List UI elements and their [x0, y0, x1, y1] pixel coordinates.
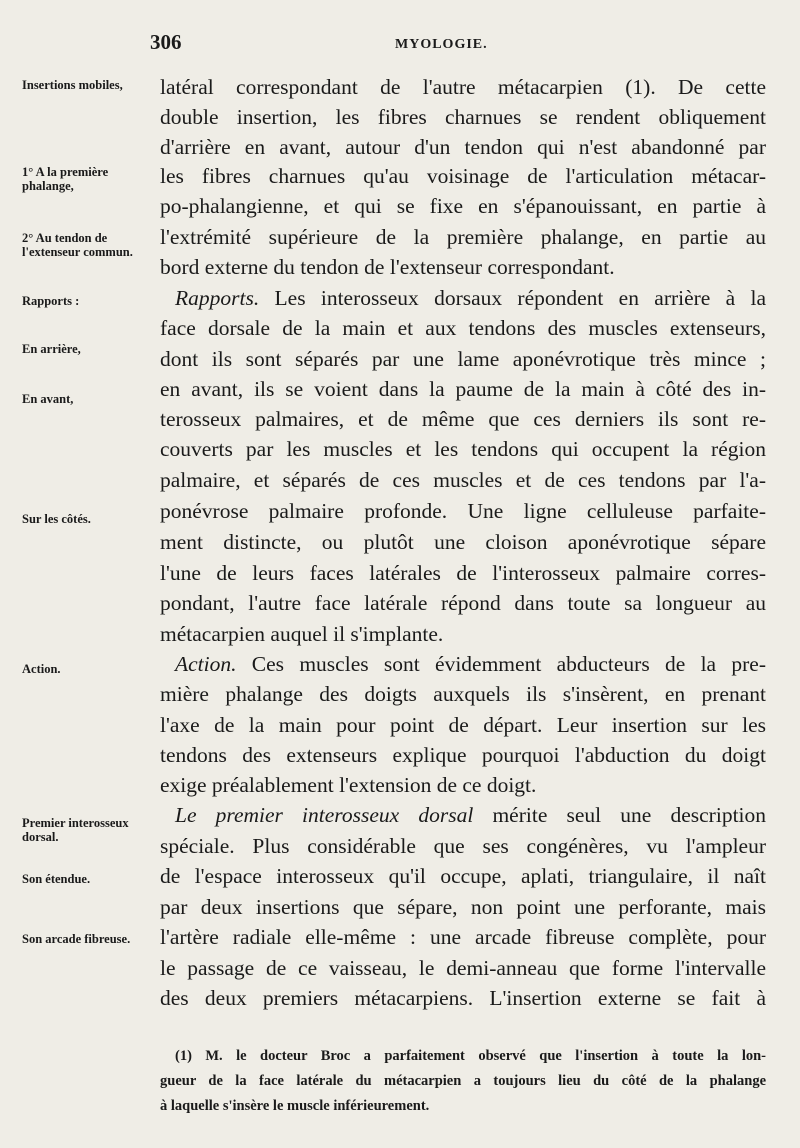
text-line: face dorsale de la main et aux tendons des muscles extenseurs,	[160, 316, 766, 340]
margin-note: Action.	[22, 662, 61, 676]
paragraph-rapports: Rapports. Les interosseux dorsaux répondent en arrière à la	[175, 286, 766, 310]
paragraph-action: Action. Ces muscles sont évidemment abducteurs de la pre-	[175, 652, 766, 676]
text-line: l'axe de la main pour point de départ. Leur insertion sur les	[160, 713, 766, 737]
margin-note: Insertions mobiles,	[22, 78, 123, 92]
text-line: ment distincte, ou plutôt une cloison aponévrotique sépare	[160, 530, 766, 554]
running-head: MYOLOGIE.	[395, 37, 488, 52]
margin-note: Rapports :	[22, 294, 80, 308]
text-line: spéciale. Plus considérable que ses congénères, vu l'ampleur	[160, 834, 766, 858]
page-number: 306	[150, 30, 182, 54]
text-line: les fibres charnues qu'au voisinage de l'articulation métacar-	[160, 164, 766, 188]
text-line: palmaire, et séparés de ces muscles et de ces tendons par l'a-	[160, 468, 766, 492]
margin-note: Son étendue.	[22, 872, 91, 886]
text-line: tendons des extenseurs explique pourquoi l'abduction du doigt	[160, 743, 766, 767]
text-line: par deux insertions que sépare, non point une perforante, mais	[160, 895, 766, 919]
italic-lead: Rapports.	[175, 286, 260, 310]
text-line: des deux premiers métacarpiens. L'insertion externe se fait à	[160, 986, 766, 1010]
text-line: pondant, l'autre face latérale répond dans toute sa longueur au	[160, 591, 766, 615]
italic-lead: Le premier interosseux dorsal	[175, 803, 474, 827]
text-line: ponévrose palmaire profonde. Une ligne celluleuse parfaite-	[160, 499, 766, 523]
text-line: latéral correspondant de l'autre métacarpien (1). De cette	[160, 75, 766, 99]
text-line: de l'espace interosseux qu'il occupe, aplati, triangulaire, il naît	[160, 864, 766, 888]
margin-note: Son arcade fibreuse.	[22, 932, 131, 946]
text-line: couverts par les muscles et les tendons qui occupent la région	[160, 437, 766, 461]
text-line: d'arrière en avant, autour d'un tendon qui n'est abandonné par	[160, 135, 766, 159]
paragraph-premier: Le premier interosseux dorsal mérite seul une description	[175, 803, 767, 827]
margin-note: En avant,	[22, 392, 74, 406]
text-line: en avant, ils se voient dans la paume de la main à côté des in-	[160, 377, 766, 401]
margin-note: En arrière,	[22, 342, 81, 356]
italic-lead: Action.	[175, 652, 237, 676]
text-line: dont ils sont séparés par une lame aponévrotique très mince ;	[160, 347, 766, 371]
text-line: po-phalangienne, et qui se fixe en s'épanouissant, en partie à	[160, 194, 766, 218]
footnote-line: (1) M. le docteur Broc a parfaitement observé que l'insertion à toute la lon-	[175, 1048, 766, 1064]
text-line: métacarpien auquel il s'implante.	[160, 622, 444, 646]
text-line: double insertion, les fibres charnues se rendent obliquement	[160, 105, 766, 129]
footnote-line: gueur de la face latérale du métacarpien a toujours lieu du côté de la phalange	[160, 1073, 766, 1089]
margin-note: Premier interosseux dorsal.	[22, 816, 129, 844]
text-line: l'extrémité supérieure de la première phalange, en partie au	[160, 225, 766, 249]
text-line: l'artère radiale elle-même : une arcade fibreuse complète, pour	[160, 925, 766, 949]
text-line: l'une de leurs faces latérales de l'interosseux palmaire corres-	[160, 561, 766, 585]
margin-note: 2° Au tendon de l'extenseur commun.	[22, 231, 133, 259]
text-line: terosseux palmaires, et de même que ces derniers ils sont re-	[160, 407, 766, 431]
text-line: exige préalablement l'extension de ce doigt.	[160, 773, 537, 797]
margin-note: 1° A la première phalange,	[22, 165, 109, 193]
text-line: mière phalange des doigts auxquels ils s'insèrent, en prenant	[160, 682, 766, 706]
margin-note: Sur les côtés.	[22, 512, 91, 526]
text-line: le passage de ce vaisseau, le demi-anneau que forme l'intervalle	[160, 956, 766, 980]
text-line: bord externe du tendon de l'extenseur correspondant.	[160, 255, 615, 279]
footnote-line: à laquelle s'insère le muscle inférieurement.	[160, 1098, 430, 1114]
